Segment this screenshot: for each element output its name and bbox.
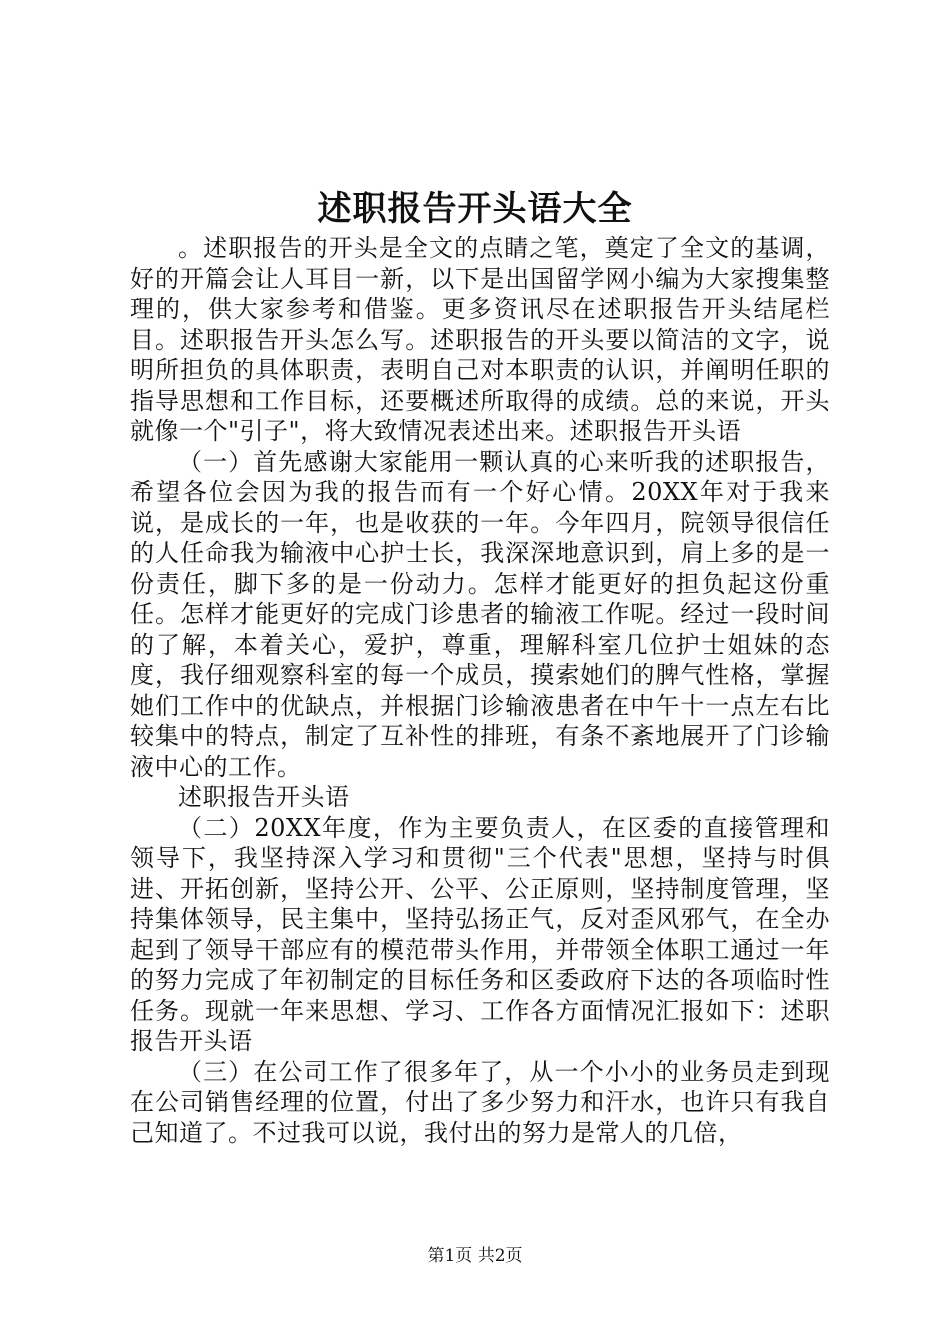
page-number-footer: 第1页 共2页 [427,1246,523,1266]
paragraph-three: （三）在公司工作了很多年了，从一个小小的业务员走到现在公司销售经理的位置，付出了多少努力和汗水，也许只有我自己知道了。不过我可以说，我付出的努力是常人的几倍， [130,1057,830,1147]
document-body [130,233,830,1148]
document-title: 述职报告开头语大全 [317,189,633,229]
paragraph-subheading: 述职报告开头语 [178,783,350,811]
paragraph-intro: 。述职报告的开头是全文的点睛之笔，奠定了全文的基调，好的开篇会让人耳目一新，以下是出国留学网小编为大家搜集整理的，供大家参考和借鉴。更多资讯尽在述职报告开头结尾栏目。述职报告开头怎么写。述职报告的开头要以简洁的文字，说明所担负的具体职责，表明自己对本职责的认识，并阐明任职的指导思想和工作目标，还要概述所取得的成绩。总的来说，开头就像一个"引子"，将大致情况表述出来。述职报告开头语 [130,234,830,445]
paragraph-two: （二）20XX年度，作为主要负责人，在区委的直接管理和领导下，我坚持深入学习和贯彻"三个代表"思想，坚持与时俱进、开拓创新，坚持公开、公平、公正原则，坚持制度管理，坚持集体领导，民主集中，坚持弘扬正气，反对歪风邪气，在全办起到了领导干部应有的模范带头作用，并带领全体职工通过一年的努力完成了年初制定的目标任务和区委政府下达的各项临时性任务。现就一年来思想、学习、工作各方面情况汇报如下：述职报告开头语 [130,813,830,1055]
paragraph-one: （一）首先感谢大家能用一颗认真的心来听我的述职报告，希望各位会因为我的报告而有一个好心情。20XX年对于我来说，是成长的一年，也是收获的一年。今年四月，院领导很信任的人任命我为输液中心护士长，我深深地意识到，肩上多的是一份责任，脚下多的是一份动力。怎样才能更好的担负起这份重任。怎样才能更好的完成门诊患者的输液工作呢。经过一段时间的了解，本着关心，爱护，尊重，理解科室几位护士姐妹的态度，我仔细观察科室的每一个成员，摸索她们的脾气性格，掌握她们工作中的优缺点，并根据门诊输液患者在中午十一点左右比较集中的特点，制定了互补性的排班，有条不紊地展开了门诊输液中心的工作。 [130,447,830,781]
